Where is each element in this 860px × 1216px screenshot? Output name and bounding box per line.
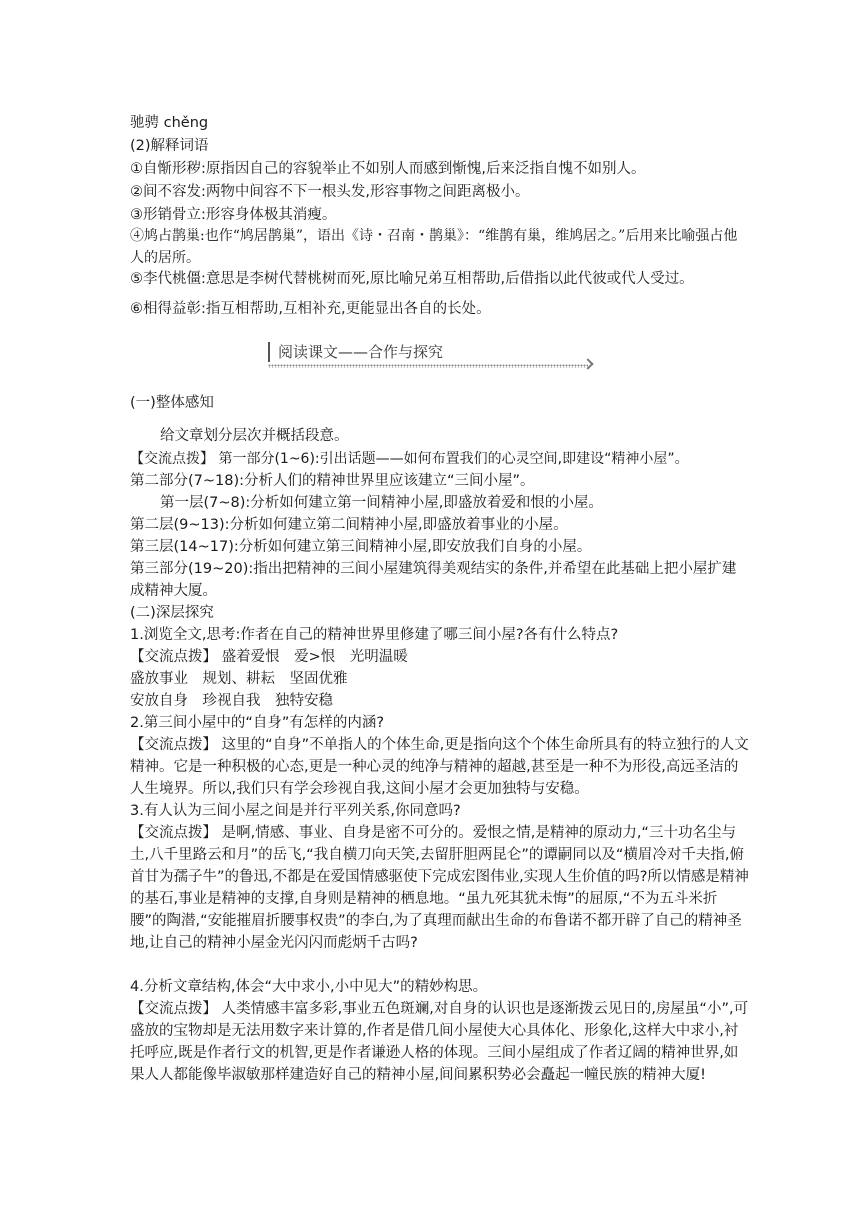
answer-part-2: 第二部分(7~18):分析人们的精神世界里应该建立“三间小屋”。: [130, 473, 535, 489]
banner-title: 阅读课文——合作与探究: [268, 342, 443, 362]
answer-layer-3: 第三层(14~17):分析如何建立第三间精神小屋,即安放我们自身的小屋。: [130, 539, 592, 555]
pinyin-line: 驰骋 chěng: [130, 115, 209, 131]
answer-part-3: 第三部分(19~20):指出把精神的三间小屋建筑得美观结实的条件,并希望在此基础上把小屋扩建成精神大厦。: [130, 561, 737, 599]
definition-6: ⑥相得益彰:指互相帮助,互相补充,更能显出各自的长处。: [130, 301, 491, 317]
definition-4: ④鸠占鹊巢:也作“鸠居鹊巢”，语出《诗・召南・鹊巢》：“维鹊有巢，维鸠居之。”后用来比喻强占他人的居所。: [130, 228, 738, 266]
answer-1-row-2: 盛放事业 规划、耕耘 坚固优雅: [130, 671, 348, 687]
question-1: 1.浏览全文,思考:作者在自己的精神世界里修建了哪三间小屋?各有什么特点?: [130, 627, 619, 643]
answer-3: 【交流点拨】 是啊,情感、事业、自身是密不可分的。爱恨之情,是精神的原动力,“三十功名尘与土,八千里路云和月”的岳飞,“我自横刀向天笑,去留肝胆两昆仑”的谭嗣同以及“横眉冷对千夫指,俯首甘为孺子牛”的鲁迅,不都是在爱国情感驱使下完成宏图伟业,实现人生价值的吗?所以情感是精神的基石,事业是精神的支撑,自身则是精神的栖息地。“虽九死其犹未悔”的屈原,“不为五斗米折腰”的陶潜,“安能摧眉折腰事权贵”的李白,为了真理而献出生命的布鲁诺不都开辟了自己的精神圣地,让自己的精神小屋金光闪闪而彪炳千古吗?: [130, 825, 749, 951]
question-4: 4.分析文章结构,体会“大中求小,小中见大”的精妙构思。: [130, 979, 488, 995]
question-3: 3.有人认为三间小屋之间是并行平列关系,你同意吗?: [130, 803, 461, 819]
answer-2: 【交流点拨】 这里的“自身”不单指人的个体生命,更是指向这个个体生命所具有的特立独行的人文精神。它是一种积极的心态,更是一种心灵的纯净与精神的超越,甚至是一种不为形役,高远圣洁的人生境界。所以,我们只有学会珍视自我,这间小屋才会更加独特与安稳。: [130, 737, 749, 797]
section-banner: [258, 340, 588, 370]
section-heading-deep: (二)深层探究: [130, 605, 214, 621]
definition-5: ⑤李代桃僵:意思是李树代替桃树而死,原比喻兄弟互相帮助,后借指以此代彼或代人受过。: [130, 271, 694, 287]
answer-part-1: 【交流点拨】 第一部分(1~6):引出话题——如何布置我们的心灵空间,即建设“精神小屋”。: [130, 451, 689, 467]
answer-1-row-1: 【交流点拨】 盛着爱恨 爱>恨 光明温暖: [130, 649, 408, 665]
question-2: 2.第三间小屋中的“自身”有怎样的内涵?: [130, 715, 385, 731]
answer-4: 【交流点拨】 人类情感丰富多彩,事业五色斑斓,对自身的认识也是逐渐拨云见日的,房屋虽“小”,可盛放的宝物却是无法用数字来计算的,作者是借几间小屋使大心具体化、形象化,这样大中求小,衬托呼应,既是作者行文的机智,更是作者谦逊人格的体现。三间小屋组成了作者辽阔的精神世界,如果人人都能像毕淑敏那样建造好自己的精神小屋,间间累积势必会矗起一幢民族的精神大厦!: [130, 1001, 749, 1083]
answer-layer-1: 第一层(7~8):分析如何建立第一间精神小屋,即盛放着爱和恨的小屋。: [160, 495, 603, 511]
definition-1: ①自惭形秽:原指因自己的容貌举止不如别人而感到惭愧,后来泛指自愧不如别人。: [130, 161, 646, 177]
answer-1-row-3: 安放自身 珍视自我 独特安稳: [130, 693, 333, 709]
section-heading-overall: (一)整体感知: [130, 395, 214, 411]
definition-2: ②间不容发:两物中间容不下一根头发,形容事物之间距离极小。: [130, 184, 530, 200]
task-prompt: 给文章划分层次并概括段意。: [160, 428, 349, 444]
answer-layer-2: 第二层(9~13):分析如何建立第二间精神小屋,即盛放着事业的小屋。: [130, 517, 568, 533]
banner-dotted-rule: [268, 364, 588, 368]
section-heading-word-explanation: (2)解释词语: [130, 138, 209, 154]
definition-3: ③形销骨立:形容身体极其消瘦。: [130, 207, 337, 223]
